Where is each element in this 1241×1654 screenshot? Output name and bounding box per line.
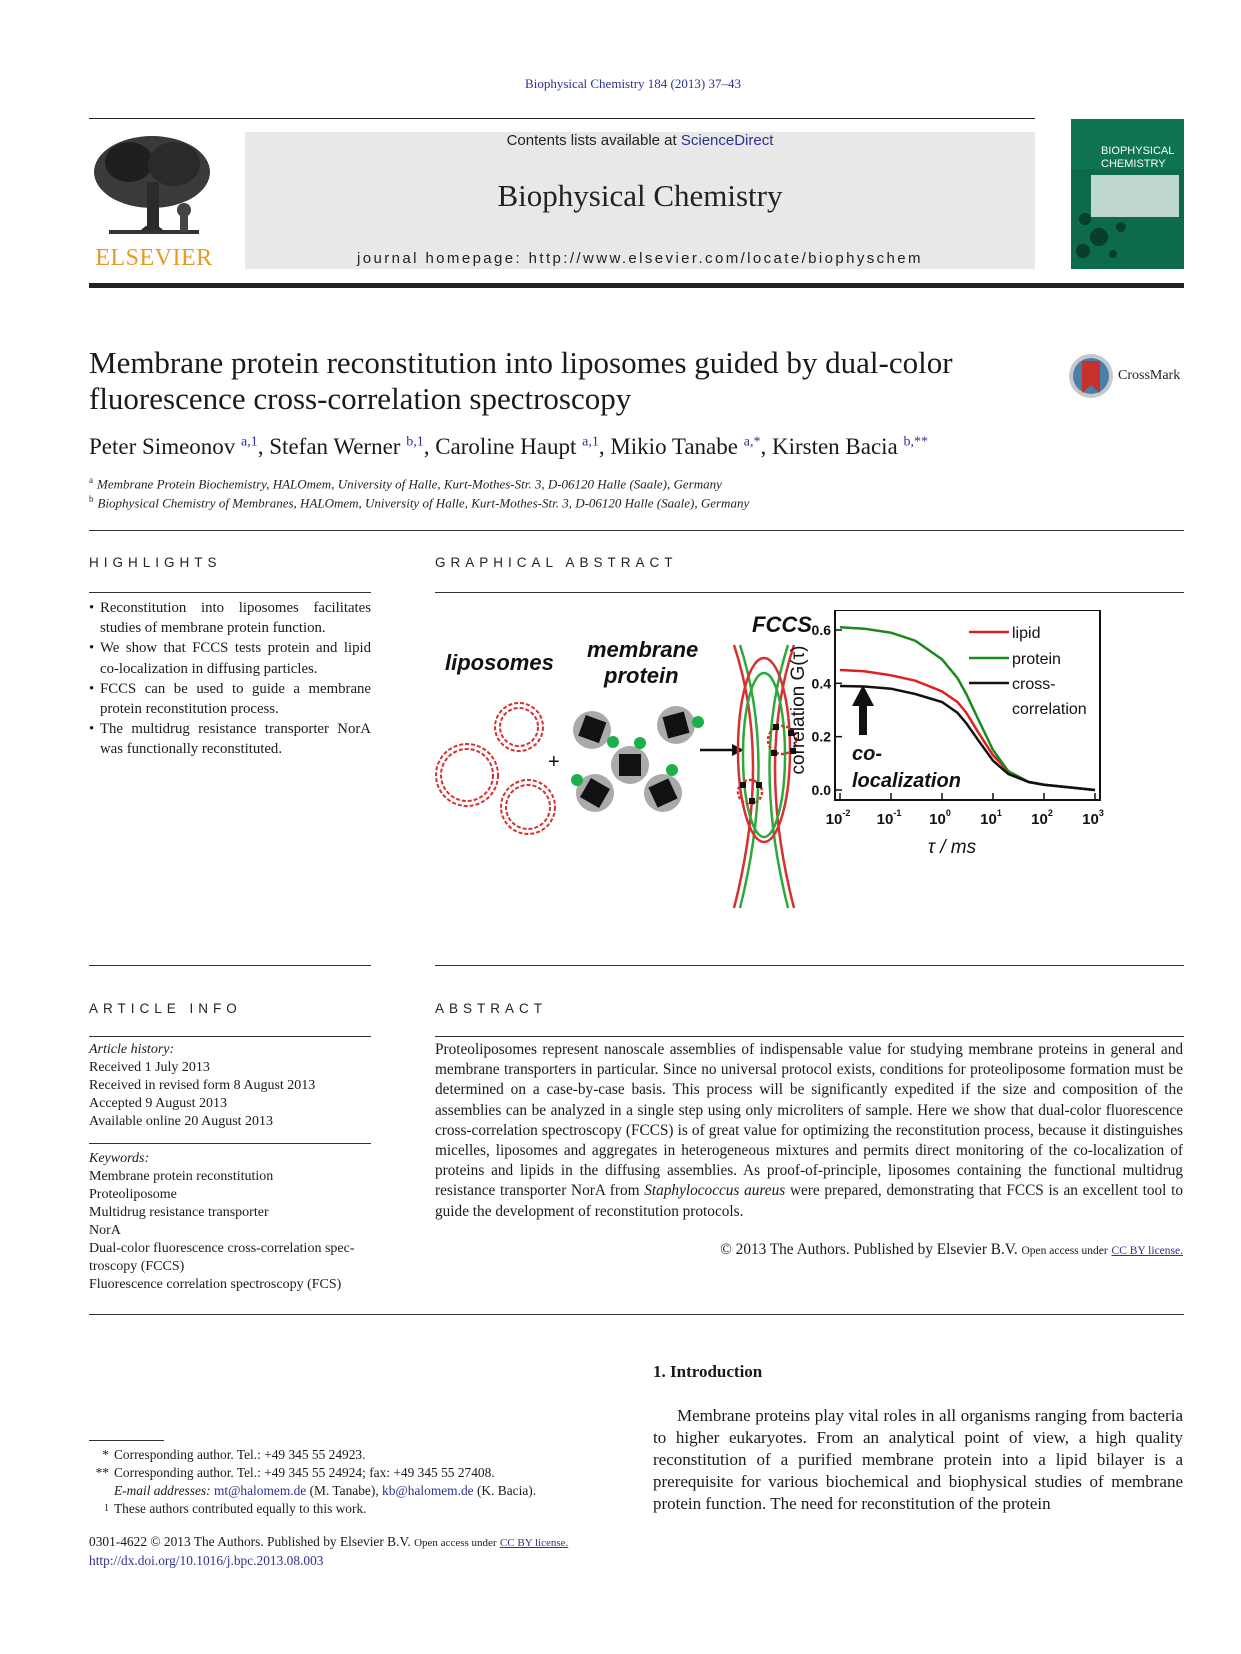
species-name: Staphylococcus aureus	[644, 1182, 786, 1200]
author-name: Peter Simeonov	[89, 434, 236, 459]
keyword-item: Fluorescence correlation spectroscopy (FCS)	[89, 1277, 342, 1292]
abstract-heading: ABSTRACT	[435, 1001, 548, 1016]
author-affiliation-mark[interactable]: b,**	[903, 434, 929, 450]
author-name: Kirsten Bacia	[771, 434, 898, 459]
keyword-item: Proteoliposome	[89, 1187, 177, 1202]
abstract-text: Proteoliposomes represent nanoscale assemblies of indispensable value for studying membrane proteins in general and membrane transporters in particular. Since no universal protocol exists, conditions for proteoliposome formation must be determined on a case-by-case basis. This process will be significantly expedited if the size and composition of the assemblies can be analyzed in a single step using only microliters of sample. Here we show that dual-color fluorescence cross-correlation spectroscopy (FCCS) is of great value for optimizing the reconstitution process, because it distinguishes micelles, liposomes and aggregates in heterogeneous mixtures and permits direct monitoring of the co-localization of proteins and lipids in the diffusing assemblies. As proof-of-principle, liposomes containing the functional multidrug resistance transporter NorA from Staphylococcus aureus were prepared, demonstrating that FCCS is an excellent tool to guide the development of reconstitution protocols.	[435, 1041, 1183, 1220]
label-liposomes: liposomes	[445, 650, 554, 675]
footnote: 1 These authors contributed equally to this work.	[104, 1501, 367, 1516]
divider	[435, 965, 1184, 966]
journal-homepage[interactable]: journal homepage: http://www.elsevier.com/locate/biophyschem	[357, 250, 923, 267]
x-axis-label: τ / ms	[927, 837, 977, 858]
correlation-chart	[788, 610, 1104, 858]
x-tick-label: $10^2$	[1031, 808, 1053, 828]
history-item: Received in revised form 8 August 2013	[89, 1078, 316, 1093]
graphical-abstract-figure	[432, 610, 1184, 920]
affiliation-a: $^a$ Membrane Protein Biochemistry, HALOmem, University of Halle, Kurt-Mothes-Str. 3, D-06120 Halle (Saale), Germany	[89, 475, 722, 492]
focal-volume	[734, 645, 796, 908]
journal-title: Biophysical Chemistry	[497, 178, 783, 213]
history-item: Accepted 9 August 2013	[89, 1096, 228, 1111]
doi-link[interactable]: http://dx.doi.org/10.1016/j.bpc.2013.08.003	[89, 1553, 324, 1568]
cover-image	[1071, 119, 1184, 269]
annotation-localization: localization	[852, 770, 961, 792]
article-history	[89, 1041, 371, 1131]
divider	[89, 530, 1184, 531]
sciencedirect-link[interactable]: ScienceDirect	[680, 132, 774, 149]
author-affiliation-mark[interactable]: a,1	[582, 434, 599, 450]
divider	[435, 1036, 1184, 1037]
y-axis-label: correlation G(τ)	[788, 645, 809, 775]
legend-entry: protein	[1012, 651, 1061, 668]
label-protein: protein	[604, 663, 679, 688]
keyword-item: Membrane protein reconstitution	[89, 1169, 274, 1184]
x-tick-label: $10^3$	[1082, 808, 1104, 828]
article-info-heading: ARTICLE INFO	[89, 1001, 242, 1016]
elsevier-wordmark: ELSEVIER	[95, 245, 213, 271]
author-list: Peter Simeonov $^{a,1}$, Stefan Werner $^{b,1}$, Caroline Haupt $^{a,1}$, Mikio Tanabe $^{a,*}$, Kirsten Bacia $^{b,**}$	[89, 434, 929, 459]
divider	[435, 592, 1184, 593]
protein-particles	[571, 706, 704, 812]
footnotes	[89, 1446, 649, 1518]
license-link[interactable]: CC BY license.	[499, 1537, 569, 1549]
up-arrow-icon	[852, 685, 874, 735]
keyword-item: NorA	[89, 1223, 121, 1238]
label-membrane: membrane	[587, 637, 699, 662]
highlights-list	[89, 598, 371, 760]
footnote: ** Corresponding author. Tel.: +49 345 55 24924; fax: +49 345 55 27408.	[95, 1465, 495, 1480]
divider	[89, 965, 371, 966]
highlight-item: • The multidrug resistance transporter NorA was functionally reconstituted.	[89, 719, 371, 759]
keywords-label: Keywords:	[89, 1151, 150, 1166]
license-link[interactable]: CC BY license.	[1111, 1245, 1183, 1257]
highlight-item: • We show that FCCS tests protein and lipid co-localization in diffusing particles.	[89, 638, 371, 678]
history-item: Available online 20 August 2013	[89, 1114, 274, 1129]
author-affiliation-mark[interactable]: a,*	[743, 434, 761, 450]
email-link[interactable]: mt@halomem.de	[213, 1483, 307, 1498]
highlights-heading: HIGHLIGHTS	[89, 555, 222, 570]
issn-line: 0301-4622 © 2013 The Authors. Published by Elsevier B.V.	[89, 1534, 411, 1549]
author-name: Stefan Werner	[269, 434, 401, 459]
journal-reference[interactable]: Biophysical Chemistry 184 (2013) 37–43	[525, 76, 741, 91]
elsevier-tree-logo	[89, 132, 215, 242]
x-tick-label: $10^{-1}$	[876, 808, 902, 828]
y-tick-label: 0.0	[811, 782, 831, 798]
affiliation-b: $^b$ Biophysical Chemistry of Membranes, HALOmem, University of Halle, Kurt-Mothes-Str. 3, D-06120 Halle (Saale), Germany	[89, 494, 750, 511]
legend-entry: lipid	[1012, 625, 1041, 642]
paper-title: Membrane protein reconstitution into liposomes guided by dual-color fluorescence cross-correlation spectroscopy	[89, 345, 953, 416]
y-tick-label: 0.4	[811, 675, 831, 692]
divider	[89, 592, 371, 593]
author-name: Caroline Haupt	[435, 434, 577, 459]
footnote-emails: E-mail addresses: mt@halomem.de (M. Tanabe), kb@halomem.de (K. Bacia).	[114, 1483, 537, 1498]
highlight-item: • Reconstitution into liposomes facilitates studies of membrane protein function.	[89, 598, 371, 638]
divider	[89, 1143, 371, 1144]
crossmark-label[interactable]: CrossMark	[1118, 368, 1181, 383]
y-tick-label: 0.6	[811, 622, 831, 638]
author-affiliation-mark[interactable]: a,1	[241, 434, 258, 450]
header-bottom-rule	[89, 283, 1184, 288]
keyword-item: Multidrug resistance transporter	[89, 1205, 269, 1220]
email-link[interactable]: kb@halomem.de	[382, 1483, 474, 1498]
graphical-abstract-heading: GRAPHICAL ABSTRACT	[435, 555, 678, 570]
x-tick-label: $10^{-2}$	[825, 808, 851, 828]
author-name: Mikio Tanabe	[610, 434, 738, 459]
highlight-item: • FCCS can be used to guide a membrane protein reconstitution process.	[89, 679, 371, 719]
x-tick-label: $10^1$	[980, 808, 1002, 828]
crossmark-icon[interactable]	[1068, 353, 1114, 399]
legend-entry: cross-	[1012, 676, 1056, 693]
y-tick-label: 0.2	[811, 728, 831, 745]
keyword-item: troscopy (FCCS)	[89, 1259, 185, 1274]
keywords	[89, 1150, 371, 1294]
cover-title: BIOPHYSICAL CHEMISTRY	[1101, 145, 1175, 170]
issn-block: 0301-4622 © 2013 The Authors. Published by Elsevier B.V. Open access under CC BY license. http://dx.doi.org/10.1016/j.bpc.2013.08.003	[89, 1534, 569, 1568]
label-fccs: FCCS	[752, 612, 812, 637]
keyword-item: Dual-color fluorescence cross-correlation spec-	[89, 1241, 355, 1256]
x-tick-label: $10^0$	[929, 808, 951, 828]
history-item: Received 1 July 2013	[89, 1060, 210, 1075]
author-affiliation-mark[interactable]: b,1	[406, 434, 424, 450]
legend	[969, 625, 1087, 718]
introduction-text: Membrane proteins play vital roles in all organisms ranging from bacteria to higher eukaryotes. From an analytical point of view, a high quality reconstitution of a purified membrane protein into a lipid bilayer is a prerequisite for various biochemical and biophysical studies of membrane protein function. The need for reconstitution of the protein	[653, 1406, 1183, 1513]
footnote: * Corresponding author. Tel.: +49 345 55 24923.	[102, 1447, 366, 1462]
header-top-rule	[89, 118, 1035, 119]
history-label: Article history:	[89, 1042, 175, 1057]
divider	[89, 1036, 371, 1037]
plus-sign: +	[548, 751, 560, 773]
contents-prefix: Contents lists available at	[506, 132, 677, 149]
liposome-circles	[436, 703, 555, 834]
legend-entry: correlation	[1012, 701, 1087, 718]
abstract-copyright: © 2013 The Authors. Published by Elsevier B.V. Open access under CC BY license.	[720, 1241, 1183, 1258]
journal-cover	[1071, 119, 1184, 269]
divider	[89, 1314, 1184, 1315]
contents-line	[245, 132, 1035, 149]
introduction-heading: 1. Introduction	[653, 1362, 763, 1381]
footnote-rule	[89, 1440, 164, 1441]
annotation-co: co-	[852, 743, 882, 765]
